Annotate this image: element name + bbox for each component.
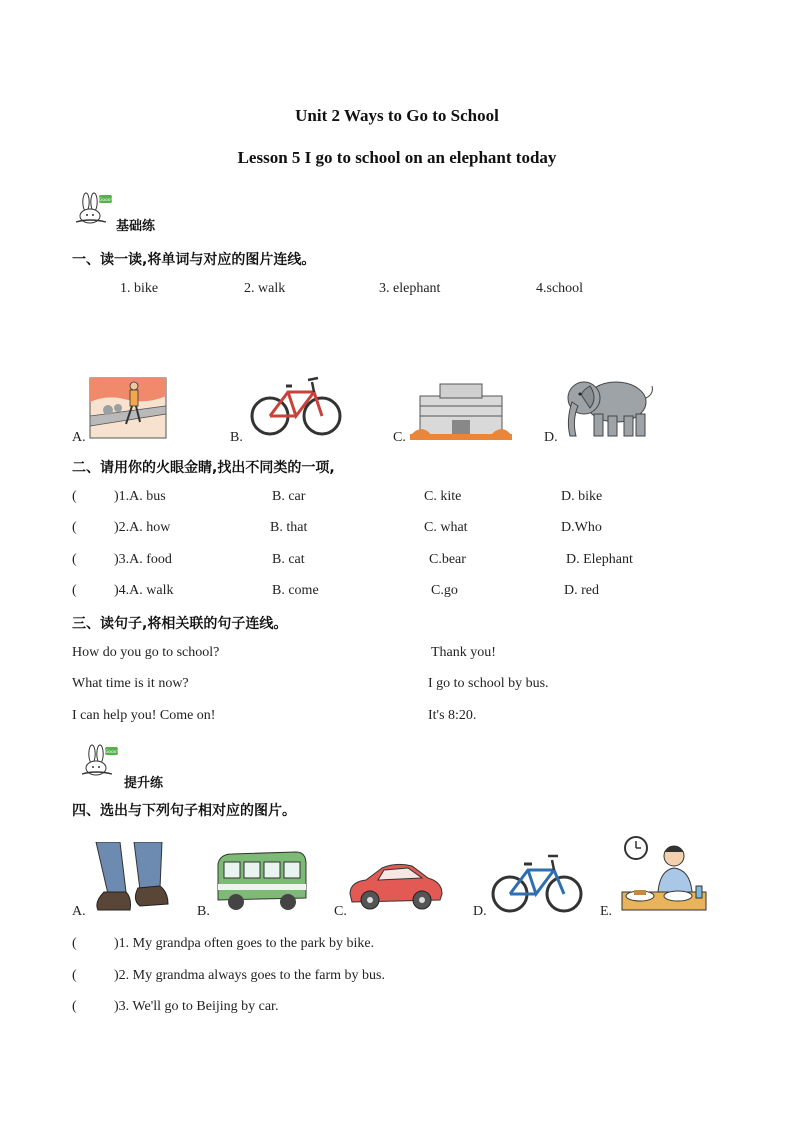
bunny-badge-icon [80, 744, 120, 776]
bunny-badge-icon [74, 192, 114, 224]
pic-label-a: A. [72, 904, 86, 919]
pic-label-c: C. [393, 430, 406, 445]
option-a: )3.A. food [114, 552, 172, 567]
match-right: I go to school by bus. [428, 676, 549, 691]
bicycle-icon [248, 372, 344, 438]
option-d: D.Who [561, 520, 602, 535]
answer-paren[interactable]: ( [72, 999, 77, 1014]
option-d: D. bike [561, 489, 603, 504]
section2-heading: 二、请用你的火眼金睛,找出不同类的一项, [72, 460, 335, 476]
svg-text:Gooo!: Gooo! [104, 750, 119, 755]
match-right: It's 8:20. [428, 708, 477, 723]
part-label-basic: 基础练 [116, 219, 156, 234]
school-building-icon [410, 378, 512, 440]
pic-label-c: C. [334, 904, 347, 919]
match-left: How do you go to school? [72, 645, 220, 660]
section4-heading: 四、选出与下列句子相对应的图片。 [72, 803, 296, 819]
answer-paren[interactable]: ( [72, 489, 77, 504]
pic-label-b: B. [197, 904, 210, 919]
bus-icon [214, 848, 310, 914]
part-label-advanced: 提升练 [124, 776, 164, 791]
page-title: Unit 2 Ways to Go to School [295, 106, 499, 125]
match-left: What time is it now? [72, 676, 189, 691]
pic-label-b: B. [230, 430, 243, 445]
word-2: 2. walk [244, 281, 286, 296]
word-4: 4.school [536, 281, 584, 296]
elephant-icon [560, 372, 656, 440]
option-b: B. come [272, 583, 319, 598]
option-d: D. red [564, 583, 599, 598]
word-3: 3. elephant [379, 281, 441, 296]
feet-walking-icon [90, 842, 170, 916]
option-c: C. kite [424, 489, 462, 504]
section3-heading: 三、读句子,将相关联的句子连线。 [72, 616, 288, 632]
option-a: )2.A. how [114, 520, 171, 535]
pic-label-e: E. [600, 904, 613, 919]
answer-paren[interactable]: ( [72, 520, 77, 535]
car-icon [346, 856, 446, 914]
option-c: C. what [424, 520, 468, 535]
pic-label-a: A. [72, 430, 86, 445]
sentence-text: )2. My grandma always goes to the farm by bus. [114, 968, 385, 983]
section1-heading: 一、读一读,将单词与对应的图片连线。 [72, 252, 316, 268]
answer-paren[interactable]: ( [72, 968, 77, 983]
sentence-text: )1. My grandpa often goes to the park by bike. [114, 936, 375, 951]
answer-paren[interactable]: ( [72, 936, 77, 951]
sentence-text: )3. We'll go to Beijing by car. [114, 999, 279, 1014]
option-d: D. Elephant [566, 552, 633, 567]
option-b: B. that [270, 520, 308, 535]
word-1: 1. bike [120, 281, 159, 296]
boy-eating-icon [616, 834, 712, 914]
option-b: B. car [272, 489, 306, 504]
bicycle-icon [490, 850, 584, 914]
lesson-title: Lesson 5 I go to school on an elephant today [237, 148, 557, 167]
walking-person-icon [88, 374, 168, 440]
option-c: C.go [431, 583, 458, 598]
option-c: C.bear [429, 552, 466, 567]
option-b: B. cat [272, 552, 305, 567]
match-left: I can help you! Come on! [72, 708, 216, 723]
pic-label-d: D. [544, 430, 558, 445]
match-right: Thank you! [431, 645, 496, 660]
answer-paren[interactable]: ( [72, 552, 77, 567]
answer-paren[interactable]: ( [72, 583, 77, 598]
option-a: )1.A. bus [114, 489, 166, 504]
svg-text:Gooo!: Gooo! [98, 198, 113, 203]
option-a: )4.A. walk [114, 583, 174, 598]
pic-label-d: D. [473, 904, 487, 919]
